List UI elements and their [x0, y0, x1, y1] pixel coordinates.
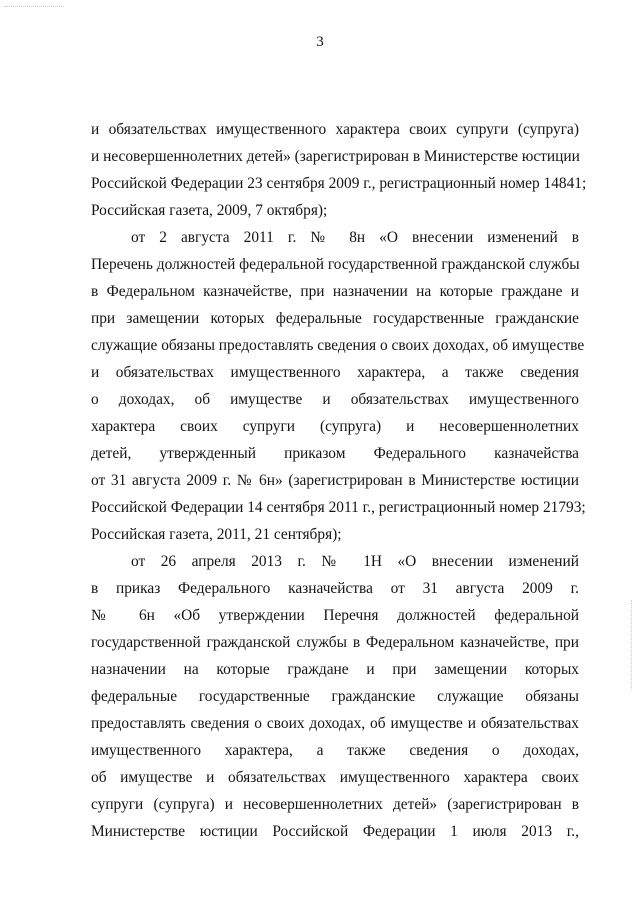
page-number: 3 [316, 34, 324, 50]
paragraph-1-line-4: Российская газета, 2009, 7 октября); [91, 202, 328, 219]
paragraph-2-line-11: Российской Федерации 14 сентября 2011 г., регистрационный номер 21793; [91, 499, 586, 516]
paragraph-2-line-1: от 2 августа 2011 г. № 8н «О внесении изменений в [131, 229, 579, 246]
document-body [91, 0, 587, 905]
paragraph-3-line-1: от 26 апреля 2013 г. № 1Н «О внесении изменений [131, 553, 579, 570]
paragraph-3-line-8: имущественного характера, а также сведения о доходах, [91, 742, 579, 759]
paragraph-2-line-2: Перечень должностей федеральной государственной гражданской службы [91, 256, 580, 273]
paragraph-3-line-6: федеральные государственные гражданские служащие обязаны [91, 688, 579, 705]
paragraph-2-line-3: в Федеральном казначействе, при назначении на которые граждане и [91, 283, 579, 300]
paragraph-3-line-10: супруги (супруга) и несовершеннолетних детей» (зарегистрирован в [91, 796, 579, 813]
paragraph-3-line-5: назначении на которые граждане и при замещении которых [91, 661, 579, 678]
paragraph-3-line-4: государственной гражданской службы в Федеральном казначействе, при [91, 634, 579, 651]
paragraph-2-line-8: характера своих супруги (супруга) и несовершеннолетних [91, 418, 579, 435]
paragraph-1-line-1: и обязательствах имущественного характера своих супруги (супруга) [91, 121, 579, 138]
paragraph-3-line-11: Министерстве юстиции Российской Федерации 1 июля 2013 г., [91, 823, 579, 840]
paragraph-2-line-10: от 31 августа 2009 г. № 6н» (зарегистрирован в Министерстве юстиции [91, 472, 579, 489]
paragraph-2-line-12: Российская газета, 2011, 21 сентября); [91, 526, 342, 543]
paragraph-2-line-6: и обязательствах имущественного характера, а также сведения [91, 364, 579, 381]
paragraph-2-line-9: детей, утвержденный приказом Федерального казначейства [91, 445, 579, 462]
scan-artifact-edge [631, 600, 634, 690]
paragraph-1-line-3: Российской Федерации 23 сентября 2009 г., регистрационный номер 14841; [91, 175, 587, 192]
paragraph-3-line-3: № 6н «Об утверждении Перечня должностей федеральной [91, 607, 579, 624]
paragraph-3-line-7: предоставлять сведения о своих доходах, об имуществе и обязательствах [91, 715, 579, 732]
paragraph-2-line-4: при замещении которых федеральные государственные гражданские [91, 310, 579, 327]
paragraph-3-line-2: в приказ Федерального казначейства от 31 августа 2009 г. [91, 580, 579, 597]
scan-artifact-top [4, 6, 64, 10]
paragraph-3-line-9: об имуществе и обязательствах имущественного характера своих [91, 769, 579, 786]
paragraph-1-line-2: и несовершеннолетних детей» (зарегистрирован в Министерстве юстиции [91, 148, 580, 165]
paragraph-2-line-5: служащие обязаны предоставлять сведения о своих доходах, об имуществе [91, 337, 585, 354]
paragraph-2-line-7: о доходах, об имуществе и обязательствах имущественного [91, 391, 579, 408]
